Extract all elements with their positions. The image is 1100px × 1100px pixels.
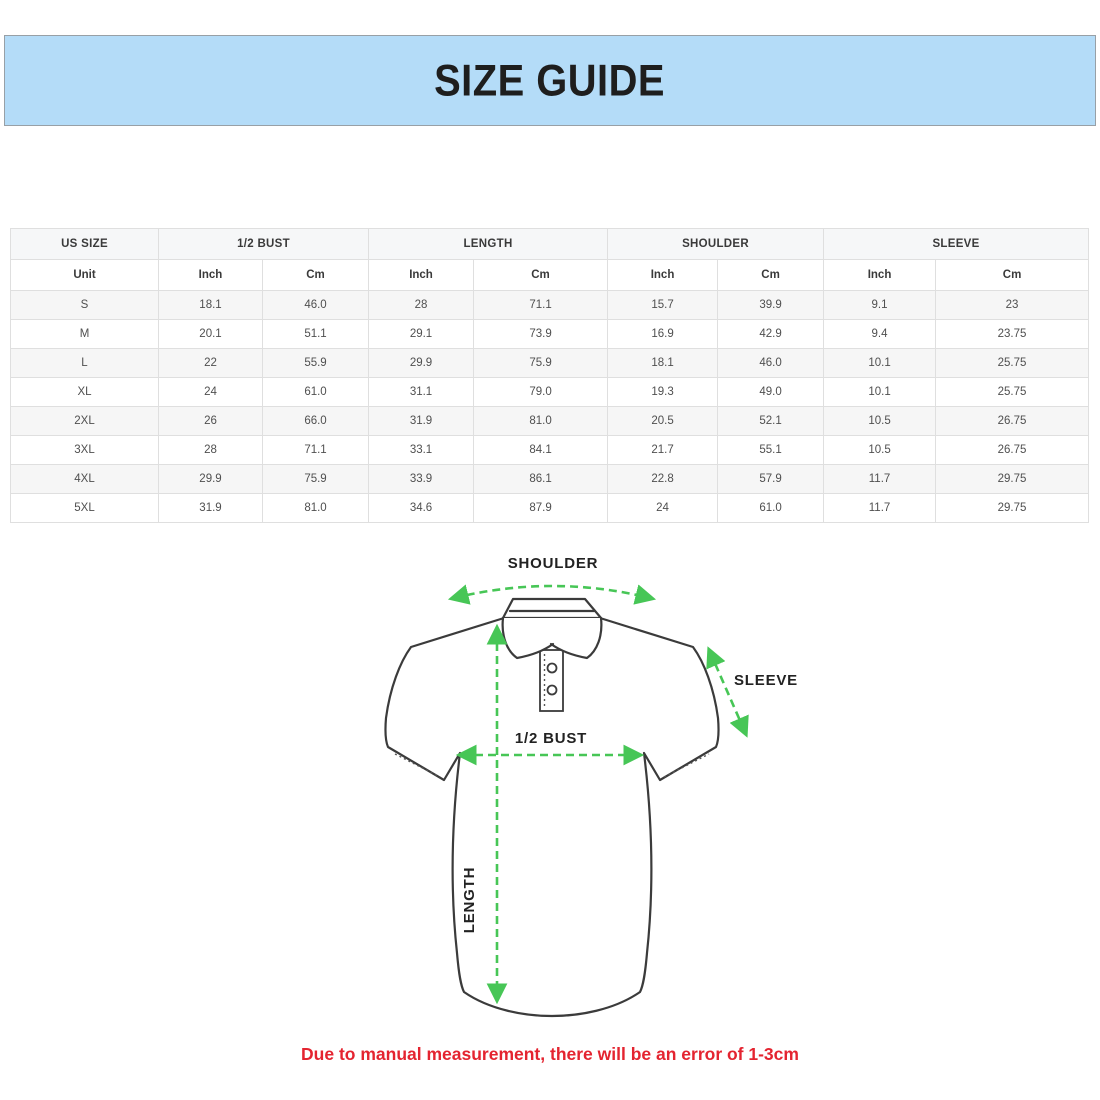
measurement-cell: 22.8 [608,465,718,494]
measurement-cell: 11.7 [824,465,936,494]
measurement-cell: 79.0 [474,378,608,407]
measurement-cell: 18.1 [159,291,263,320]
size-row [11,378,1089,407]
size-row [11,436,1089,465]
measurement-cell: 20.1 [159,320,263,349]
unit-cell: Inch [608,260,718,291]
measurement-cell: 49.0 [718,378,824,407]
unit-cell: Inch [159,260,263,291]
measurement-cell: 61.0 [718,494,824,523]
unit-cell: Inch [369,260,474,291]
measurement-cell: 31.9 [159,494,263,523]
measurement-cell: 86.1 [474,465,608,494]
measurement-cell: 46.0 [718,349,824,378]
measurement-cell: 21.7 [608,436,718,465]
size-label-cell: S [11,291,159,320]
measurement-cell: 24 [159,378,263,407]
col-header-sleeve: SLEEVE [824,229,1089,260]
button-bottom [548,686,557,695]
measurement-cell: 55.9 [263,349,369,378]
size-label-cell: M [11,320,159,349]
measurement-cell: 9.4 [824,320,936,349]
size-label-cell: 5XL [11,494,159,523]
measurement-cell: 29.1 [369,320,474,349]
measurement-cell: 42.9 [718,320,824,349]
col-header-shoulder: SHOULDER [608,229,824,260]
collar-band [503,599,601,618]
measurement-cell: 33.1 [369,436,474,465]
measurement-cell: 71.1 [474,291,608,320]
shoulder-arrow [454,586,650,598]
measurement-cell: 16.9 [608,320,718,349]
size-row [11,465,1089,494]
measurement-cell: 29.75 [936,465,1089,494]
measurement-cell: 81.0 [474,407,608,436]
measurement-cell: 10.5 [824,407,936,436]
measurement-cell: 87.9 [474,494,608,523]
measurement-cell: 84.1 [474,436,608,465]
col-header-length: LENGTH [369,229,608,260]
polo-shirt-illustration [380,548,800,1030]
size-guide-banner [4,35,1096,126]
length-label: LENGTH [461,866,478,934]
measurement-cell: 26.75 [936,436,1089,465]
unit-cell: Cm [263,260,369,291]
measurement-cell: 26 [159,407,263,436]
measurement-cell: 28 [159,436,263,465]
page-title: SIZE GUIDE [434,55,666,105]
size-label-cell: L [11,349,159,378]
measurement-cell: 71.1 [263,436,369,465]
unit-header-row [11,260,1089,291]
placket [540,650,563,711]
measurement-cell: 19.3 [608,378,718,407]
measurement-cell: 25.75 [936,378,1089,407]
measurement-cell: 46.0 [263,291,369,320]
measurement-cell: 52.1 [718,407,824,436]
measurement-cell: 26.75 [936,407,1089,436]
size-row [11,320,1089,349]
measurement-cell: 29.75 [936,494,1089,523]
size-row [11,291,1089,320]
measurement-cell: 73.9 [474,320,608,349]
measurement-cell: 33.9 [369,465,474,494]
measurement-cell: 11.7 [824,494,936,523]
size-label-cell: 2XL [11,407,159,436]
unit-label-cell: Unit [11,260,159,291]
measurement-cell: 31.1 [369,378,474,407]
size-row [11,494,1089,523]
measurement-cell: 9.1 [824,291,936,320]
size-label-cell: 4XL [11,465,159,494]
sleeve-label: SLEEVE [734,672,798,689]
size-label-cell: XL [11,378,159,407]
measurement-cell: 39.9 [718,291,824,320]
measurement-cell: 34.6 [369,494,474,523]
measurement-cell: 10.5 [824,436,936,465]
measurement-cell: 55.1 [718,436,824,465]
measurement-cell: 29.9 [159,465,263,494]
unit-cell: Inch [824,260,936,291]
measurement-cell: 51.1 [263,320,369,349]
measurement-cell: 20.5 [608,407,718,436]
measurement-note: Due to manual measurement, there will be an error of 1-3cm [301,1044,799,1064]
measurement-cell: 31.9 [369,407,474,436]
measurement-cell: 61.0 [263,378,369,407]
group-header-row [11,229,1089,260]
measurement-cell: 25.75 [936,349,1089,378]
size-row [11,349,1089,378]
measurement-cell: 75.9 [263,465,369,494]
unit-cell: Cm [936,260,1089,291]
size-table [10,228,1089,523]
unit-cell: Cm [718,260,824,291]
measurement-cell: 23.75 [936,320,1089,349]
unit-cell: Cm [474,260,608,291]
measurement-cell: 24 [608,494,718,523]
col-header-half-bust: 1/2 BUST [159,229,369,260]
shoulder-label: SHOULDER [507,555,599,572]
measurement-cell: 29.9 [369,349,474,378]
measurement-cell: 75.9 [474,349,608,378]
measurement-cell: 22 [159,349,263,378]
shirt-diagram [380,548,800,1030]
col-header-us-size: US SIZE [11,229,159,260]
size-row [11,407,1089,436]
measurement-cell: 15.7 [608,291,718,320]
measurement-cell: 28 [369,291,474,320]
measurement-cell: 57.9 [718,465,824,494]
measurement-cell: 18.1 [608,349,718,378]
button-top [548,664,557,673]
measurement-cell: 66.0 [263,407,369,436]
measurement-cell: 10.1 [824,349,936,378]
size-label-cell: 3XL [11,436,159,465]
bust-label: 1/2 BUST [514,730,588,747]
measurement-cell: 23 [936,291,1089,320]
measurement-cell: 81.0 [263,494,369,523]
measurement-cell: 10.1 [824,378,936,407]
